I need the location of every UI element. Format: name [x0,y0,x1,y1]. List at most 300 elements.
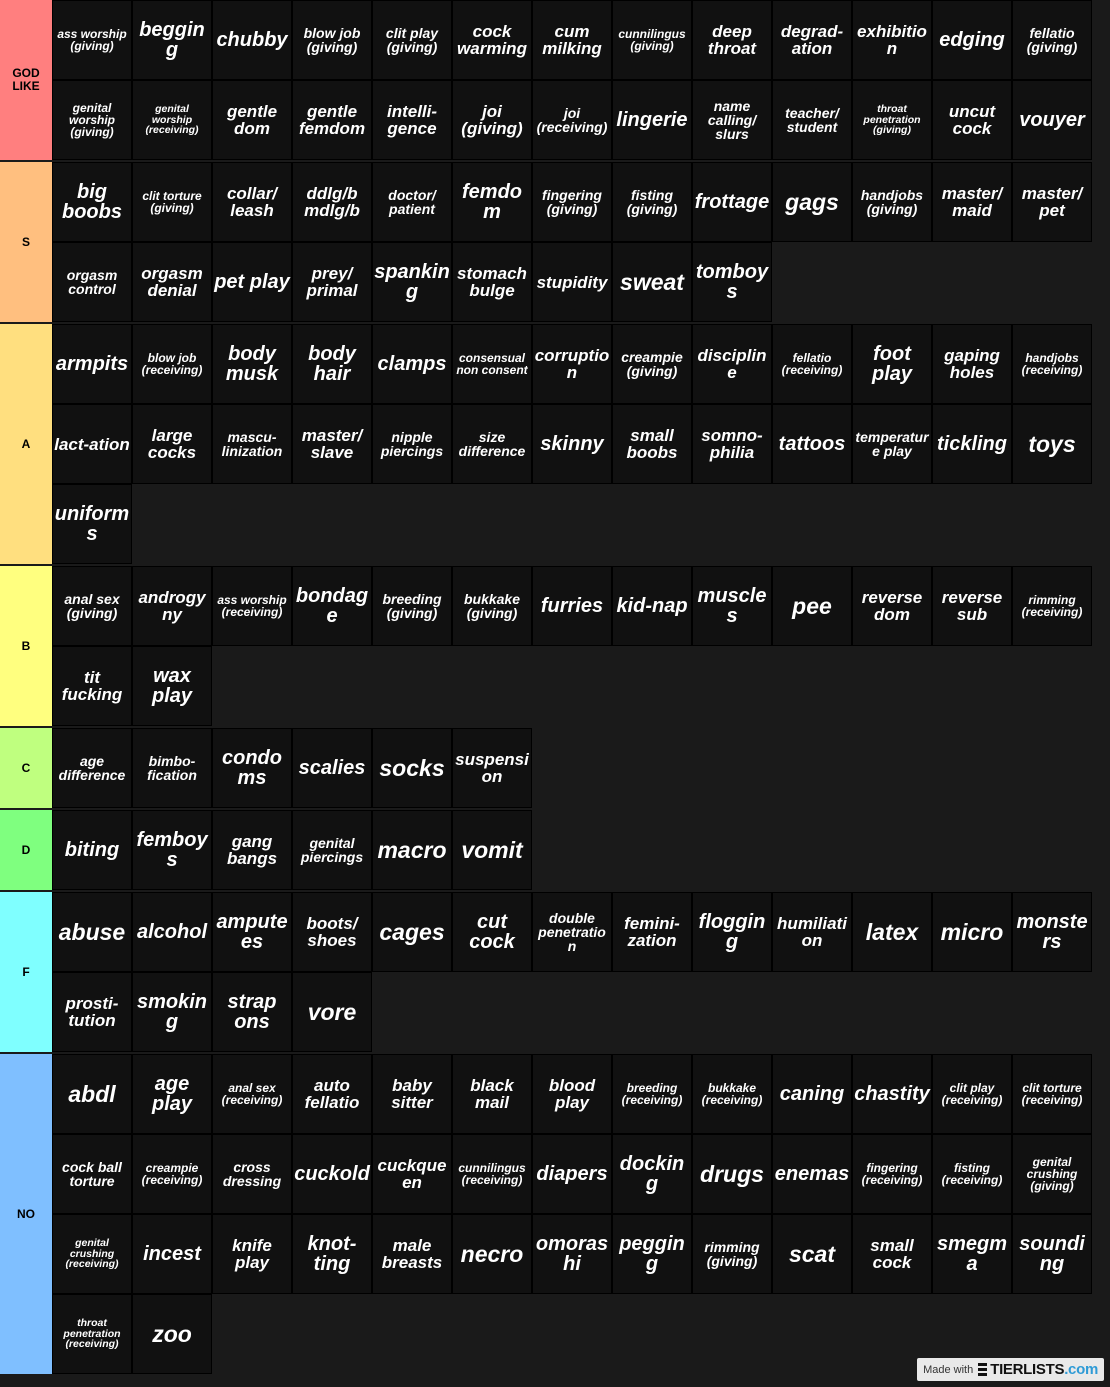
tier-row [0,566,1110,728]
tier-item[interactable] [932,162,1012,242]
tier-item[interactable] [772,0,852,80]
tier-item-label: genital piercings [300,835,364,865]
tier-item[interactable] [1012,892,1092,972]
tier-item[interactable] [852,324,932,404]
tier-item[interactable] [692,80,772,160]
tier-item[interactable] [612,566,692,646]
tier-item-label: socks [379,754,445,781]
tier-label[interactable]: B [0,566,52,726]
tier-item[interactable] [372,324,452,404]
tier-item[interactable] [612,892,692,972]
tier-item-label: smoking [136,991,208,1033]
tier-item[interactable] [132,404,212,484]
tier-item-label: bimbo-fication [147,753,197,783]
tier-item[interactable] [532,566,612,646]
tier-item-label: reverse sub [941,588,1003,624]
tier-item-label: master/ maid [941,184,1003,220]
tier-item[interactable] [452,566,532,646]
tier-item[interactable] [292,404,372,484]
tier-item[interactable] [372,0,452,80]
tier-item[interactable] [212,404,292,484]
tier-item[interactable] [52,892,132,972]
tier-item-label: intelli-gence [386,102,438,138]
tier-item[interactable] [692,566,772,646]
tier-item-label: small boobs [626,426,678,462]
tier-item[interactable] [852,80,932,160]
tier-item[interactable] [692,404,772,484]
tier-items [52,162,1110,322]
tier-item[interactable] [372,242,452,322]
tier-item[interactable] [932,1214,1012,1294]
tier-item[interactable] [452,728,532,808]
tier-item[interactable] [612,1214,692,1294]
tier-item-label: macro [377,836,447,863]
tier-item-label: master/ slave [301,426,363,462]
tier-item-label: androgyny [138,588,206,624]
tier-item-label: omorashi [535,1233,609,1275]
tier-item-label: blow job (giving) [303,25,361,55]
tier-item-label: anal sex (giving) [64,591,120,621]
tier-item-label: corruption [534,346,610,382]
tier-item[interactable] [932,566,1012,646]
tier-item[interactable] [372,404,452,484]
tier-item[interactable] [692,242,772,322]
tier-item[interactable] [612,0,692,80]
tier-item-label: prey/ primal [306,264,358,300]
tier-item[interactable] [132,1214,212,1294]
tier-item[interactable] [292,810,372,890]
tier-item-label: tattoos [778,433,846,455]
tier-item-label: body musk [225,343,279,385]
tier-item-label: name calling/ slurs [707,98,757,142]
tier-item-label: latex [865,918,919,945]
tier-item[interactable] [612,1134,692,1214]
tier-item[interactable] [212,0,292,80]
tier-item-label: biting [64,839,120,861]
tier-item[interactable] [532,892,612,972]
tier-item-label: exhibition [857,22,927,58]
tier-label[interactable]: S [0,162,52,322]
tier-item[interactable] [452,162,532,242]
tier-item-label: rimming (receiving) [1021,593,1083,619]
tier-item[interactable] [612,80,692,160]
tier-item-label: black mail [470,1076,514,1112]
tier-item[interactable] [132,728,212,808]
tier-item[interactable] [292,566,372,646]
tier-item[interactable] [532,0,612,80]
tier-item-label: gaping holes [944,346,1000,382]
tier-item[interactable] [932,1134,1012,1214]
tier-item[interactable] [52,1214,132,1294]
tier-item[interactable] [532,1054,612,1134]
tier-item-label: stomach bulge [457,264,527,300]
tier-item-label: creampie (receiving) [141,1161,203,1187]
tier-item-label: tit fucking [61,668,123,704]
tier-item[interactable] [52,646,132,726]
tier-item-label: fingering (giving) [542,187,602,217]
tier-item[interactable] [212,324,292,404]
tier-item[interactable] [1012,566,1092,646]
tier-item[interactable] [452,892,532,972]
tier-item[interactable] [372,1134,452,1214]
tier-item-label: skinny [540,433,604,455]
tier-item-label: gentle femdom [298,102,366,138]
tier-item[interactable] [452,1134,532,1214]
tier-item-label: kid-nap [616,595,688,617]
tier-item[interactable] [132,566,212,646]
tier-item-label: male breasts [381,1236,443,1272]
tier-item[interactable] [212,80,292,160]
tier-item[interactable] [132,1294,212,1374]
tier-item-label: tomboys [695,261,769,303]
tier-item-label: joi (receiving) [536,105,608,135]
tier-item[interactable] [852,0,932,80]
tier-item-label: flogging [698,911,766,953]
tier-item[interactable] [692,1214,772,1294]
tier-item[interactable] [52,1134,132,1214]
tier-item-label: reverse dom [861,588,923,624]
tier-item[interactable] [532,404,612,484]
watermark-brand: TIERLISTS [990,1361,1065,1378]
tier-item-label: zoo [152,1320,192,1347]
tier-item[interactable] [772,162,852,242]
tier-item-label: fisting (receiving) [941,1161,1003,1187]
tier-item[interactable] [132,324,212,404]
tier-item-label: somno-philia [701,426,763,462]
tier-item[interactable] [292,242,372,322]
tier-row [0,892,1110,1054]
tier-item[interactable] [452,1054,532,1134]
tier-item[interactable] [212,972,292,1052]
tier-item-label: furries [540,595,604,617]
tier-item[interactable] [852,566,932,646]
tier-item-label: genital worship (receiving) [145,103,199,137]
tier-item-label: ass worship (giving) [57,27,127,53]
tier-item-label: mascu-linization [221,429,283,459]
tier-item[interactable] [372,1054,452,1134]
tier-item[interactable] [852,1054,932,1134]
tier-item[interactable] [372,566,452,646]
tier-item-label: cuckqueen [377,1156,447,1192]
tier-item[interactable] [532,242,612,322]
tier-item-label: stupidity [536,272,608,292]
tier-item-label: cum milking [542,22,602,58]
tier-item[interactable] [1012,1134,1092,1214]
tier-item-label: cunnilingus (receiving) [458,1161,526,1187]
tier-item[interactable] [132,1134,212,1214]
tier-item[interactable] [612,324,692,404]
tier-item[interactable] [532,80,612,160]
tier-item[interactable] [452,810,532,890]
tier-item[interactable] [292,324,372,404]
tier-item[interactable] [132,80,212,160]
tier-item-label: gags [785,188,839,215]
tier-item[interactable] [1012,162,1092,242]
tier-item-label: cut cock [469,911,515,953]
tier-item[interactable] [52,1054,132,1134]
tier-item-label: vomit [461,836,523,863]
tier-item[interactable] [772,1054,852,1134]
tier-item[interactable] [52,566,132,646]
tier-item[interactable] [772,1214,852,1294]
tier-item-label: incest [143,1243,201,1265]
tier-item[interactable] [1012,324,1092,404]
tier-item[interactable] [452,1214,532,1294]
tier-item[interactable] [52,0,132,80]
tier-label[interactable]: F [0,892,52,1052]
tier-item[interactable] [212,1054,292,1134]
tier-item-label: docking [619,1153,685,1195]
tier-item[interactable] [932,892,1012,972]
tier-item-label: femini-zation [624,914,680,950]
watermark [917,1358,1104,1381]
tier-item[interactable] [852,1134,932,1214]
tier-item-label: scalies [298,757,366,779]
tier-items [52,728,1110,808]
tier-item[interactable] [772,324,852,404]
tier-item-label: clit torture (giving) [142,189,202,215]
tier-item[interactable] [452,404,532,484]
tier-label[interactable]: C [0,728,52,808]
tier-item-label: femboys [136,829,208,871]
tier-item-label: orgasm control [66,267,118,297]
tier-item-label: deep throat [707,22,757,58]
tier-item-label: scat [788,1240,836,1267]
tier-item[interactable] [212,1134,292,1214]
tier-item-label: cuckold [294,1163,370,1185]
tier-item[interactable] [372,810,452,890]
tier-item[interactable] [1012,404,1092,484]
tier-item-label: big boobs [62,181,122,223]
tier-label[interactable]: GOD LIKE [0,0,52,160]
tier-items [52,566,1110,726]
tier-item-label: clit torture (receiving) [1021,1081,1083,1107]
tier-item-label: uniforms [54,503,130,545]
tier-item[interactable] [292,0,372,80]
tier-item[interactable] [612,242,692,322]
tier-item[interactable] [452,80,532,160]
tier-item[interactable] [52,242,132,322]
tier-item[interactable] [52,728,132,808]
tier-item[interactable] [292,80,372,160]
tier-item-label: wax play [151,665,193,707]
tier-item[interactable] [852,892,932,972]
tier-item[interactable] [532,162,612,242]
tier-item[interactable] [132,0,212,80]
tier-item[interactable] [852,1214,932,1294]
tier-item-label: clit play (receiving) [941,1081,1003,1107]
tier-item[interactable] [212,892,292,972]
tier-item[interactable] [52,1294,132,1374]
tier-row [0,1054,1110,1376]
tier-item[interactable] [772,1134,852,1214]
tier-item[interactable] [292,728,372,808]
tier-item[interactable] [932,324,1012,404]
tier-item[interactable] [52,404,132,484]
tier-item-label: master/ pet [1021,184,1083,220]
tier-item-label: creampie (giving) [621,349,683,379]
tier-label[interactable]: D [0,810,52,890]
tier-item[interactable] [372,1214,452,1294]
tier-item-label: auto fellatio [304,1076,360,1112]
tier-item[interactable] [132,1054,212,1134]
tier-item-label: clamps [377,353,447,375]
tier-item[interactable] [212,162,292,242]
tier-item[interactable] [132,242,212,322]
tier-item-label: throat penetration (giving) [863,103,921,137]
tier-item-label: gentle dom [226,102,278,138]
tier-item-label: sounding [1019,1233,1085,1275]
tier-item-label: chubby [216,29,288,51]
tier-item[interactable] [452,242,532,322]
tier-item-label: begging [139,19,205,61]
tier-item[interactable] [212,566,292,646]
tier-item-label: cock ball torture [62,1159,122,1189]
tier-item[interactable] [532,1134,612,1214]
tier-item-label: cages [379,918,445,945]
tier-item-label: humiliation [777,914,847,950]
tier-item-label: ddlg/b mdlg/b [304,184,360,220]
tier-item[interactable] [932,0,1012,80]
tier-item-label: cock warming [457,22,527,58]
tier-item[interactable] [292,1214,372,1294]
tier-label[interactable]: A [0,324,52,564]
tier-item[interactable] [932,80,1012,160]
tier-item-label: large cocks [147,426,197,462]
tier-item-label: doctor/ patient [388,187,436,217]
tier-item[interactable] [372,162,452,242]
tier-item-label: lact-ation [54,434,130,454]
watermark-logo [978,1361,1098,1378]
tier-item[interactable] [692,892,772,972]
tier-item[interactable] [692,1134,772,1214]
tier-item-label: handjobs (receiving) [1021,351,1083,377]
tier-item[interactable] [132,810,212,890]
tier-item[interactable] [292,1054,372,1134]
tier-item[interactable] [292,162,372,242]
tier-item[interactable] [1012,1054,1092,1134]
tier-item[interactable] [452,0,532,80]
tier-item[interactable] [212,728,292,808]
tier-item-label: toys [1028,430,1076,457]
tier-item-label: baby sitter [391,1076,433,1112]
tier-item[interactable] [452,324,532,404]
tier-item[interactable] [932,404,1012,484]
tier-label[interactable]: NO [0,1054,52,1374]
tier-item[interactable] [212,242,292,322]
tier-item[interactable] [772,566,852,646]
tier-item-label: fellatio (giving) [1026,25,1078,55]
tier-item-label: femdom [462,181,522,223]
watermark-brand-suffix: .com [1064,1361,1098,1378]
tier-item[interactable] [1012,0,1092,80]
tier-item[interactable] [1012,1214,1092,1294]
tier-item[interactable] [772,80,852,160]
tier-item[interactable] [772,404,852,484]
tier-item-label: knife play [232,1236,272,1272]
tier-item-label: nipple piercings [380,429,444,459]
tier-item[interactable] [532,1214,612,1294]
tier-item-label: suspension [455,750,529,786]
tier-item[interactable] [372,80,452,160]
tier-item-label: strap ons [227,991,277,1033]
tier-item-label: body hair [308,343,356,385]
tier-item-label: joi (giving) [461,102,523,138]
tier-item[interactable] [1012,80,1092,160]
tier-item-label: necro [460,1240,524,1267]
tier-item[interactable] [132,162,212,242]
tier-item-label: fisting (giving) [626,187,678,217]
tier-item[interactable] [932,1054,1012,1134]
tier-item-label: foot play [871,343,913,385]
tier-item-label: collar/ leash [226,184,278,220]
tier-item-label: amputees [216,911,288,953]
tier-item-label: breeding (receiving) [621,1081,683,1107]
tier-item[interactable] [612,1054,692,1134]
tier-item[interactable] [132,646,212,726]
tier-item[interactable] [52,810,132,890]
tier-item[interactable] [692,324,772,404]
tier-item[interactable] [52,80,132,160]
tier-item-label: fingering (receiving) [861,1161,923,1187]
tier-item[interactable] [52,484,132,564]
tier-items [52,810,1110,890]
tier-item[interactable] [132,892,212,972]
tier-item-label: caning [779,1083,845,1105]
tier-item[interactable] [852,162,932,242]
tier-item[interactable] [372,728,452,808]
tier-item-label: genital crushing (giving) [1026,1155,1078,1193]
tier-item-label: armpits [55,353,129,375]
tier-item[interactable] [612,404,692,484]
tier-item[interactable] [692,0,772,80]
tier-item-label: small cock [870,1236,914,1272]
tier-item-label: temperature play [855,429,929,459]
tier-item-label: vouyer [1019,109,1085,131]
tier-item-label: consensual non consent [456,351,528,377]
tier-item-label: drugs [700,1160,764,1187]
tier-item[interactable] [852,404,932,484]
tier-item-label: prosti-tution [65,994,119,1030]
tier-items [52,1054,1110,1374]
tier-item[interactable] [692,162,772,242]
tier-item[interactable] [532,324,612,404]
tier-item-label: sweat [620,268,684,295]
tier-item-label: tickling [936,433,1007,455]
tier-item[interactable] [52,162,132,242]
tier-item-label: spanking [374,261,450,303]
tier-item[interactable] [212,810,292,890]
tier-item-label: teacher/ student [785,105,839,135]
tier-item[interactable] [292,892,372,972]
tier-item[interactable] [372,892,452,972]
tier-item[interactable] [292,972,372,1052]
tier-item-label: breeding (giving) [382,591,442,621]
tier-item[interactable] [52,324,132,404]
tier-item[interactable] [212,1214,292,1294]
tier-item[interactable] [772,892,852,972]
tier-item[interactable] [692,1054,772,1134]
tier-item[interactable] [612,162,692,242]
tier-item-label: ass worship (receiving) [217,593,287,619]
tier-row [0,810,1110,892]
tier-item-label: bondage [295,585,369,627]
tier-item[interactable] [52,972,132,1052]
tier-item[interactable] [292,1134,372,1214]
tier-item-label: frottage [694,191,770,213]
tier-item[interactable] [132,972,212,1052]
tier-item-label: edging [939,29,1005,51]
